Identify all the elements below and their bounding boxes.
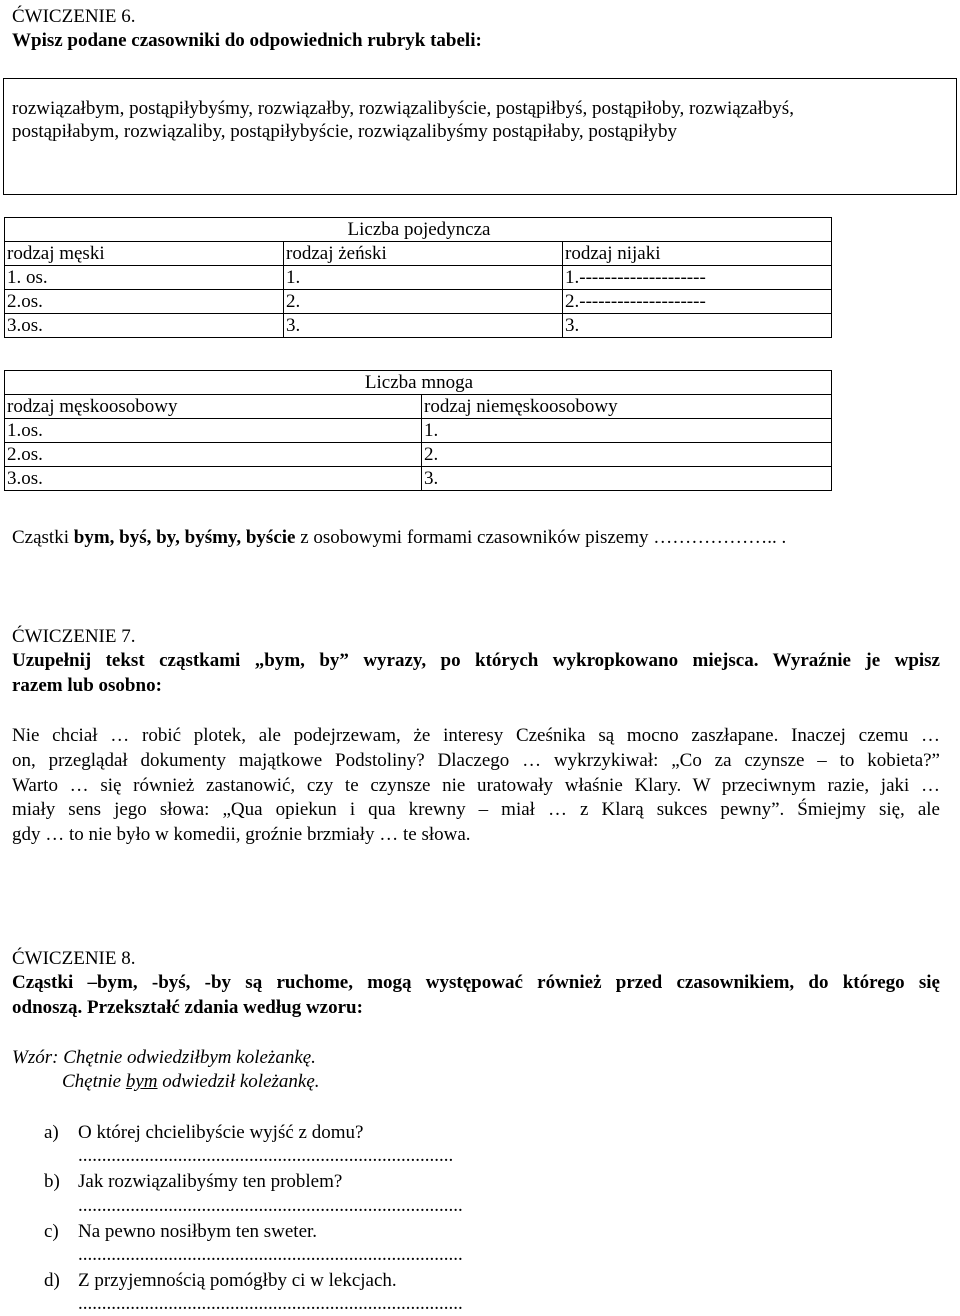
ex8-instruction-line-1: Cząstki –bym, -byś, -by są ruchome, mogą występować również przed czasownikiem, do którego się xyxy=(12,972,940,993)
ex7-instruction-line-1: Uzupełnij tekst cząstkami „bym, by” wyrazy, po których wykropkowano miejsca. Wyraźnie je wpisz xyxy=(12,650,940,671)
table-cell[interactable]: 3. xyxy=(563,314,832,338)
table-cell[interactable]: 1. xyxy=(422,419,832,443)
task-answer-line[interactable]: ................................................................................. xyxy=(78,1244,463,1265)
table-cell[interactable]: 1. os. xyxy=(5,266,284,290)
ex6-heading: ĆWICZENIE 6. xyxy=(12,6,136,27)
example-prefix: Chętnie xyxy=(62,1071,126,1092)
example-line-1: Wzór: Chętnie odwiedziłbym koleżankę. xyxy=(12,1047,316,1068)
ex8-heading: ĆWICZENIE 8. xyxy=(12,948,136,969)
table-cell[interactable]: 1.os. xyxy=(5,419,422,443)
table-row xyxy=(5,443,832,467)
ex8-instruction-line-2: odnoszą. Przekształć zdania według wzoru: xyxy=(12,997,363,1018)
task-label: b) xyxy=(44,1171,60,1192)
particles-suffix: z osobowymi formami czasowników piszemy ……………….. . xyxy=(295,527,787,548)
table-cell[interactable]: 3. xyxy=(422,467,832,491)
task-text: O której chcielibyście wyjść z domu? xyxy=(78,1122,364,1143)
ex7-instruction-line-2: razem lub osobno: xyxy=(12,675,162,696)
task-label: a) xyxy=(44,1122,59,1143)
ex7-text-line: miały sens jego słowa: „Qua opiekun i qua krewny – miał … z Klarą sukces pewny”. Śmiejmy się, ale xyxy=(12,799,940,820)
table-row xyxy=(5,314,832,338)
table-row xyxy=(5,419,832,443)
ex6-instruction: Wpisz podane czasowniki do odpowiednich rubryk tabeli: xyxy=(12,30,482,51)
ex7-text-line: on, przeglądał dokumenty majątkowe Podstoliny? Dlaczego … wykrzykiwał: „Co za czynsze – to kobieta?” xyxy=(12,750,940,771)
table-row xyxy=(5,266,832,290)
table-cell[interactable]: 2.os. xyxy=(5,443,422,467)
task-text: Na pewno nosiłbym ten sweter. xyxy=(78,1221,318,1242)
table-cell[interactable]: 1.-------------------- xyxy=(563,266,832,290)
plural-header-non-masc-personal: rodzaj niemęskoosobowy xyxy=(422,395,832,419)
verbs-line-1: rozwiązałbym, postąpiłybyśmy, rozwiązałby, rozwiązalibyście, postąpiłbyś, postąpiłoby, rozwiązałbyś, xyxy=(12,98,794,119)
task-answer-line[interactable]: ................................................................................. xyxy=(78,1195,463,1216)
ex7-text-line: gdy … to nie było w komedii, groźnie brzmiały … te słowa. xyxy=(12,824,471,845)
task-text: Z przyjemnością pomógłby ci w lekcjach. xyxy=(78,1270,397,1291)
verbs-line-2: postąpiłabym, rozwiązaliby, postąpiłybyście, rozwiązalibyśmy postąpiłaby, postąpiłyby xyxy=(12,121,678,142)
ex7-text-line: Nie chciał … robić plotek, ale podejrzewam, że interesy Cześnika są mocno zaszłapane. Inaczej czemu … xyxy=(12,725,940,746)
table-cell[interactable]: 2. xyxy=(284,290,563,314)
ex7-text-line: Warto … się również zastanowić, czy te czynsze nie uratowały właśnie Klary. W przeciwnym razie, jaki … xyxy=(12,775,940,796)
table-cell[interactable]: 3.os. xyxy=(5,314,284,338)
table-cell[interactable]: 2.-------------------- xyxy=(563,290,832,314)
task-label: c) xyxy=(44,1221,59,1242)
table-cell[interactable]: 1. xyxy=(284,266,563,290)
table-cell[interactable]: 3.os. xyxy=(5,467,422,491)
plural-table xyxy=(4,370,832,491)
example-suffix: odwiedził koleżankę. xyxy=(157,1071,320,1092)
singular-header-neut: rodzaj nijaki xyxy=(563,242,832,266)
table-cell[interactable]: 3. xyxy=(284,314,563,338)
particles-sentence xyxy=(12,527,786,549)
singular-header-fem: rodzaj żeński xyxy=(284,242,563,266)
task-text: Jak rozwiązalibyśmy ten problem? xyxy=(78,1171,343,1192)
task-label: d) xyxy=(44,1270,60,1291)
particles-bold: bym, byś, by, byśmy, byście xyxy=(73,527,296,548)
plural-title: Liczba mnoga xyxy=(5,371,832,395)
verbs-box xyxy=(3,78,957,195)
ex7-heading: ĆWICZENIE 7. xyxy=(12,626,136,647)
task-answer-line[interactable]: ............................................................................... xyxy=(78,1145,454,1166)
particles-prefix: Cząstki xyxy=(12,527,74,548)
example-particle: bym xyxy=(125,1071,158,1092)
table-cell[interactable]: 2.os. xyxy=(5,290,284,314)
table-row xyxy=(5,290,832,314)
table-row xyxy=(5,467,832,491)
singular-title: Liczba pojedyncza xyxy=(5,218,832,242)
singular-header-masc: rodzaj męski xyxy=(5,242,284,266)
singular-table xyxy=(4,217,832,338)
task-answer-line[interactable]: ................................................................................. xyxy=(78,1293,463,1314)
table-cell[interactable]: 2. xyxy=(422,443,832,467)
plural-header-masc-personal: rodzaj męskoosobowy xyxy=(5,395,422,419)
example-line-2 xyxy=(62,1071,320,1093)
